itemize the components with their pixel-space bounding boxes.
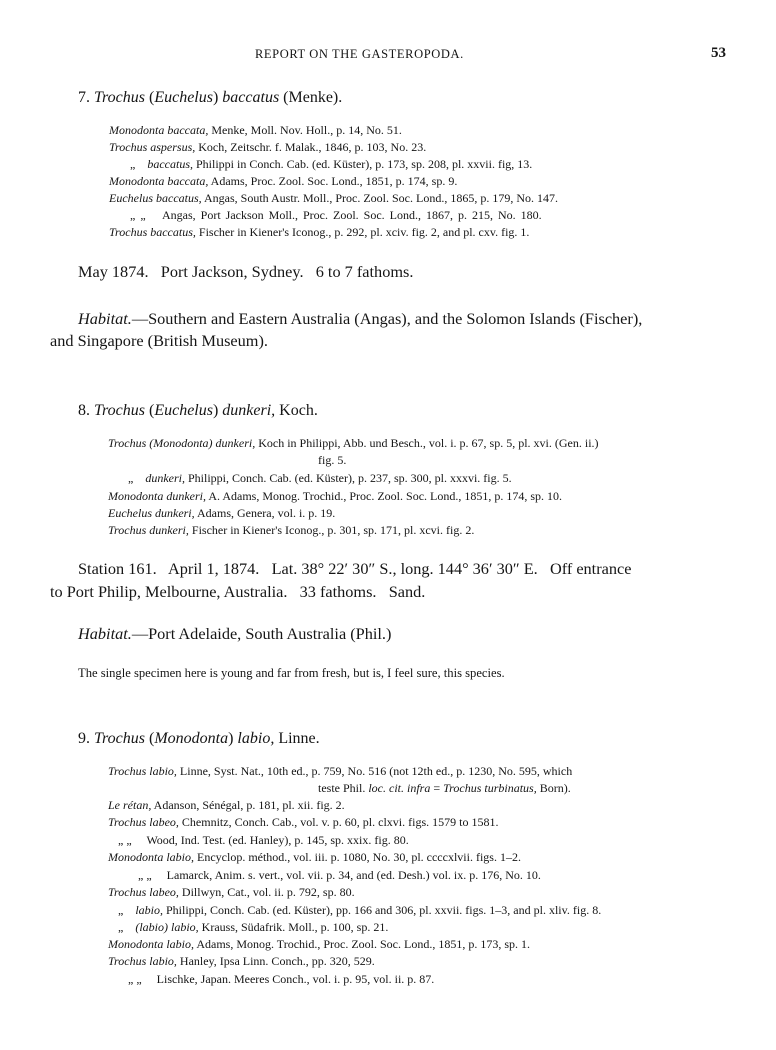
synonymy-line: Trochus baccatus, Fischer in Kiener's Iconog., p. 292, pl. xciv. fig. 2, and pl. cxv. fig. 1. [109, 225, 530, 239]
species-9-heading: 9. Trochus (Monodonta) labio, Linne. [78, 730, 320, 747]
running-title: REPORT ON THE GASTEROPODA. [255, 47, 464, 61]
synonymy-line: Euchelus baccatus, Angas, South Austr. Moll., Proc. Zool. Soc. Lond., 1865, p. 179, No. 147. [109, 191, 558, 205]
locality-line: May 1874. Port Jackson, Sydney. 6 to 7 fathoms. [78, 262, 414, 281]
synonymy-line: Trochus labio, Linne, Syst. Nat., 10th ed., p. 759, No. 516 (not 12th ed., p. 1230, No. 595, which [108, 764, 573, 778]
remark-text: The single specimen here is young and far from fresh, but is, I feel sure, this species. [78, 666, 505, 680]
synonymy-line: Monodonta baccata, Menke, Moll. Nov. Holl., p. 14, No. 51. [109, 123, 402, 137]
synonymy-line: Trochus labio, Hanley, Ipsa Linn. Conch., pp. 320, 529. [108, 954, 375, 968]
synonymy-line: fig. 5. [318, 453, 347, 467]
synonymy-line: Euchelus dunkeri, Adams, Genera, vol. i. p. 19. [108, 506, 336, 520]
synonymy-line: „ baccatus, Philippi in Conch. Cab. (ed. Küster), p. 173, sp. 208, pl. xxvii. fig, 13. [130, 157, 533, 171]
synonymy-line: Monodonta baccata, Adams, Proc. Zool. Soc. Lond., 1851, p. 174, sp. 9. [109, 174, 458, 188]
habitat-line: Habitat.—Southern and Eastern Australia (Angas), and the Solomon Islands (Fischer), [78, 309, 643, 328]
synonymy-line: Trochus labeo, Dillwyn, Cat., vol. ii. p. 792, sp. 80. [108, 885, 355, 899]
synonymy-line: teste Phil. loc. cit. infra = Trochus turbinatus, Born). [318, 781, 571, 795]
station-line: Station 161. April 1, 1874. Lat. 38° 22′ 30″ S., long. 144° 36′ 30″ E. Off entrance [78, 559, 632, 578]
page-number: 53 [711, 45, 726, 61]
running-header [0, 47, 776, 67]
synonymy-line: Trochus labeo, Chemnitz, Conch. Cab., vol. v. p. 60, pl. clxvi. figs. 1579 to 1581. [108, 815, 499, 829]
station-line: to Port Philip, Melbourne, Australia. 33 fathoms. Sand. [50, 582, 426, 601]
synonymy-line: Trochus (Monodonta) dunkeri, Koch in Philippi, Abb. und Besch., vol. i. p. 67, sp. 5, pl. xvi. (Gen. ii.) [108, 436, 599, 450]
synonymy-line: „ dunkeri, Philippi, Conch. Cab. (ed. Küster), p. 237, sp. 300, pl. xxxvi. fig. 5. [128, 471, 512, 485]
synonymy-line: „ „ Wood, Ind. Test. (ed. Hanley), p. 145, sp. xxix. fig. 80. [118, 833, 409, 847]
synonymy-line: Trochus dunkeri, Fischer in Kiener's Iconog., p. 301, sp. 171, pl. xcvi. fig. 2. [108, 523, 475, 537]
habitat-line: and Singapore (British Museum). [50, 331, 268, 350]
synonymy-line: „ labio, Philippi, Conch. Cab. (ed. Küster), pp. 166 and 306, pl. xxvii. figs. 1–3, and pl. xliv. fig. 8. [118, 903, 602, 917]
habitat-line: Habitat.—Port Adelaide, South Australia (Phil.) [78, 624, 392, 643]
synonymy-line: „ „ Lischke, Japan. Meeres Conch., vol. i. p. 95, vol. ii. p. 87. [128, 972, 435, 986]
synonymy-line: Monodonta dunkeri, A. Adams, Monog. Trochid., Proc. Zool. Soc. Lond., 1851, p. 174, sp. 10. [108, 489, 563, 503]
synonymy-line: „ „ Angas, Port Jackson Moll., Proc. Zool. Soc. Lond., 1867, p. 215, No. 180. [130, 208, 542, 222]
species-8-heading: 8. Trochus (Euchelus) dunkeri, Koch. [78, 402, 318, 419]
synonymy-line: Le rétan, Adanson, Sénégal, p. 181, pl. xii. fig. 2. [108, 798, 345, 812]
synonymy-line: „ „ Lamarck, Anim. s. vert., vol. vii. p. 34, and (ed. Desh.) vol. ix. p. 176, No. 10. [138, 868, 541, 882]
synonymy-line: Monodonta labio, Encyclop. méthod., vol. iii. p. 1080, No. 30, pl. ccccxlvii. figs. 1–2. [108, 850, 521, 864]
synonymy-line: Monodonta labio, Adams, Monog. Trochid., Proc. Zool. Soc. Lond., 1851, p. 173, sp. 1. [108, 937, 531, 951]
species-7-heading: 7. Trochus (Euchelus) baccatus (Menke). [78, 89, 343, 106]
synonymy-line: Trochus aspersus, Koch, Zeitschr. f. Malak., 1846, p. 103, No. 23. [109, 140, 427, 154]
synonymy-line: „ (labio) labio, Krauss, Südafrik. Moll., p. 100, sp. 21. [118, 920, 389, 934]
